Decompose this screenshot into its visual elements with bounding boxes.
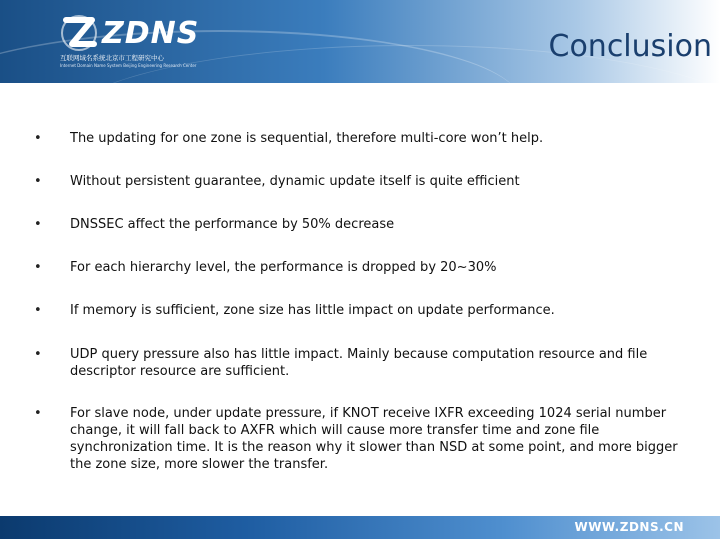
bullet-text: For each hierarchy level, the performance is dropped by 20~30%: [70, 260, 497, 275]
bullet-text: Without persistent guarantee, dynamic update itself is quite efficient: [70, 174, 520, 189]
slide-title: Conclusion: [548, 29, 712, 64]
bullet-text: DNSSEC affect the performance by 50% decrease: [70, 217, 395, 232]
footer-website-url: WWW.ZDNS.CN: [574, 520, 684, 534]
slide-header: [0, 0, 720, 83]
bullet-marker: •: [34, 260, 42, 275]
bullet-marker: •: [34, 131, 42, 146]
bullet-marker: •: [34, 406, 42, 421]
bullet-text: UDP query pressure also has little impact. Mainly because computation resource and file descriptor resource are sufficient.: [70, 347, 648, 379]
bullet-marker: •: [34, 217, 42, 232]
bullet-text: For slave node, under update pressure, if KNOT receive IXFR exceeding 1024 serial number change, it will fall back to AXFR which will cause more transfer time and zone file synchronization time. It is the reason why it slower than NSD at some point, and more bigger the zone size, more slower the transfer.: [70, 406, 678, 472]
zdns-logo: [58, 14, 198, 72]
bullet-marker: •: [34, 303, 42, 318]
bullet-marker: •: [34, 174, 42, 189]
bullet-text: If memory is sufficient, zone size has little impact on update performance.: [70, 303, 555, 318]
logo-subtitle-english: Internet Domain Name System Beijing Engineering Research Center: [60, 63, 197, 68]
logo-wordmark: ZDNS: [102, 16, 200, 51]
bullet-text: The updating for one zone is sequential, therefore multi-core won’t help.: [70, 131, 544, 146]
bullet-marker: •: [34, 347, 42, 362]
zdns-logo-icon: [58, 14, 100, 54]
slide-footer: [0, 516, 720, 539]
logo-subtitle: 互联网域名系统北京市工程研究中心: [60, 54, 164, 62]
